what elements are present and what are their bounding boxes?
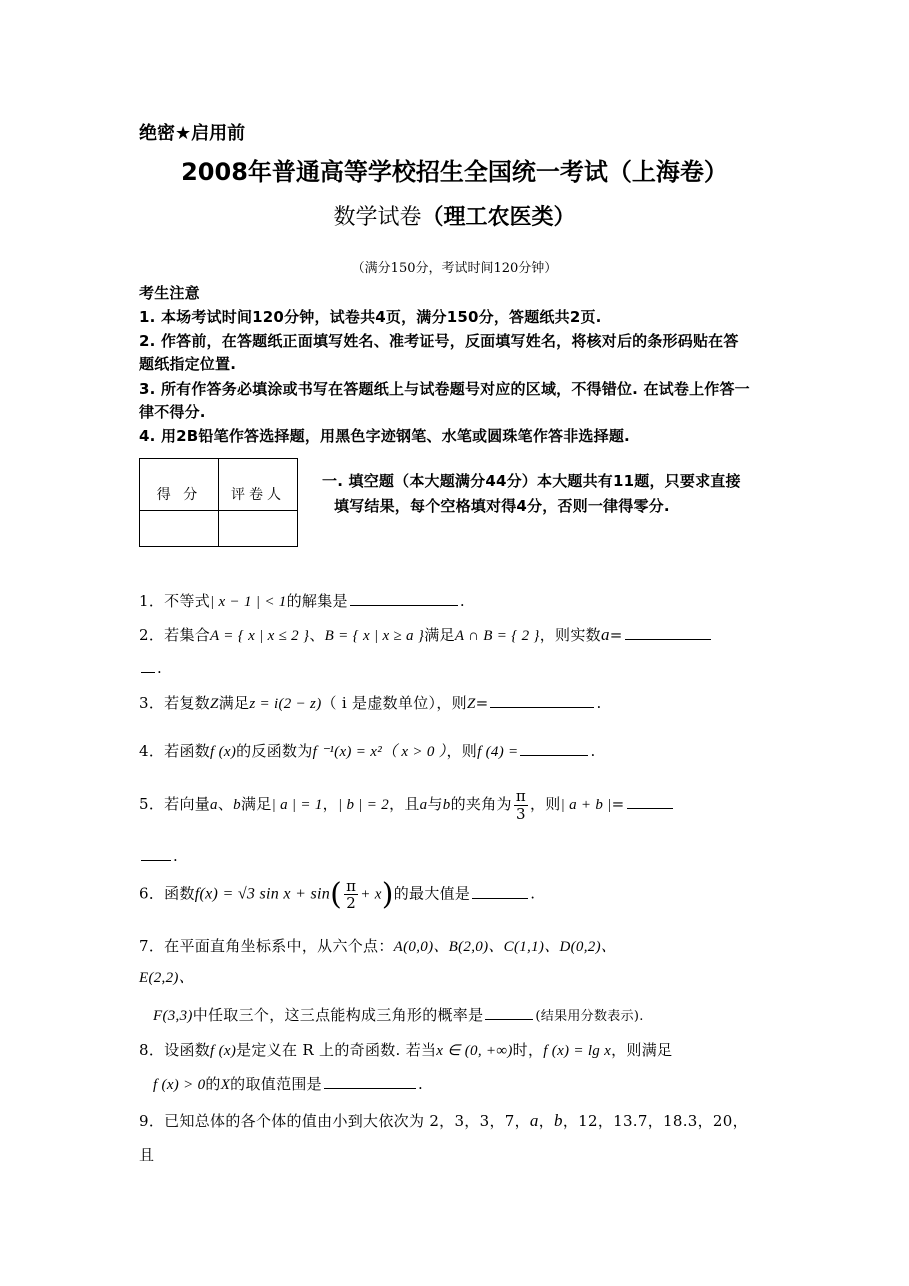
q6-plus-x: + x [360,886,382,903]
score-table [139,458,298,547]
q8-mid3: 的 [205,1075,221,1093]
q2-sep: 、 [309,626,325,644]
question-7-line2 [139,966,194,987]
q6-post: 的最大值是 [393,884,471,903]
q6-answer-blank[interactable] [472,884,528,899]
q1-text: 的解集是 [286,592,348,610]
q5-b: b [233,797,241,813]
q1-expr: | x − 1 | < 1 [210,594,287,610]
q7-points: A(0,0)、B(2,0)、C(1,1)、D(0,2)、 [393,939,617,955]
q2-set-b: B = { x | x ≥ a } [324,628,425,644]
q9-post: ，12，13.7，18.3，20， [562,1112,748,1130]
q3-prefix: 3．若复数 [139,694,211,712]
q5-b2: b [442,797,451,813]
q4-end: . [590,742,596,760]
q5-abs-a: | a | = 1 [271,797,323,813]
q8-answer-blank[interactable] [324,1074,416,1089]
q5-mid3: 与 [427,795,443,813]
q6-expr: f(x) = √3 sin x + sin [194,885,331,903]
question-7-line3 [153,1004,644,1025]
q2-prefix: 2．若集合 [139,626,211,644]
q8-cond: x ∈ (0, +∞) [436,1043,513,1059]
q3-answer-blank[interactable] [490,693,594,708]
q5-mid1: 满足 [240,795,272,813]
q5-a: a [210,797,218,813]
subtitle-track: （理工农医类） [421,205,576,230]
q3-mid2: （ i 是虚数单位），则 [321,694,467,712]
q7-answer-blank[interactable] [485,1005,533,1020]
question-1 [139,590,465,611]
note-4: 4. 用2B铅笔作答选择题，用黑色字迹钢笔、水笔或圆珠笔作答非选择题. [139,427,630,445]
q4-f4: f (4) = [477,744,519,760]
q5-frac-den: 3 [515,804,526,823]
q2-var: a [600,625,610,644]
q7-point-e: E(2,2)、 [139,970,195,986]
q9-prefix: 9．已知总体的各个体的值由小到大依次为 2，3，3，7， [139,1112,530,1130]
q5-answer-blank[interactable] [627,794,673,809]
q4-prefix: 4．若函数 [139,742,211,760]
q4-cond: （ x > 0 ） [382,744,447,760]
q3-mid1: 满足 [218,694,250,712]
q5-continuation [139,846,178,865]
q5-cont-end: . [173,847,179,865]
q8-prefix: 8．设函数 [139,1041,211,1059]
q8-def: f (x) = lg x [543,1043,612,1059]
score-header: 得 分 [140,459,219,511]
q3-var: Z [210,696,219,712]
exam-title: 2008年普通高等学校招生全国统一考试（上海卷） [181,158,728,186]
question-7 [139,935,616,956]
q5-sum: | a + b | [560,797,612,813]
q5-prefix: 5．若向量 [139,795,211,813]
q1-prefix: 1．不等式 [139,592,211,610]
q6-paren-right: ) [381,877,394,912]
q4-f: f (x) [210,744,237,760]
question-8-line2 [153,1073,423,1094]
q6-prefix: 6．函数 [139,884,195,903]
q7-prefix: 7．在平面直角坐标系中，从六个点： [139,937,394,955]
q3-end: . [596,694,602,712]
note-1: 1. 本场考试时间120分钟，试卷共4页，满分150分，答题纸共2页. [139,308,602,326]
q3-var2: Z [466,696,476,712]
q5-a2: a [419,797,428,813]
section1-line2: 填写结果，每个空格填对得4分，否则一律得零分. [334,497,670,515]
q2-post: ，则实数 [539,626,601,644]
q5-mid4: 的夹角为 [450,795,512,813]
q2-answer-blank-cont[interactable] [141,658,155,673]
q7-point-f: F(3,3) [153,1008,193,1024]
question-5 [139,788,675,822]
q3-expr: z = i(2 − z) [249,696,322,712]
q4-answer-blank[interactable] [520,741,588,756]
grader-header: 评卷人 [219,459,298,511]
subtitle-subject: 数学试卷 [333,205,422,230]
q8-cond2: f (x) > 0 [153,1077,206,1093]
q4-inverse: f ⁻¹(x) = x² [312,744,382,760]
q2-cond: A ∩ B = { 2 } [454,628,540,644]
question-2 [139,624,713,645]
q9-comma: ， [538,1112,555,1130]
q6-end: . [530,884,536,903]
note-2b: 题纸指定位置. [139,355,237,373]
q5-angle-fraction [514,788,528,822]
question-4 [139,740,596,761]
q8-var: X [220,1077,231,1093]
q8-f: f (x) [210,1043,237,1059]
question-3 [139,692,602,713]
q2-set-a: A = { x | x ≤ 2 } [210,628,310,644]
exam-info: （满分150分，考试时间120分钟） [351,261,558,276]
q9-b: b [554,1111,563,1130]
exam-subtitle [0,200,909,231]
question-9-line2: 且 [139,1146,155,1164]
q5-answer-blank-cont[interactable] [141,846,171,861]
q5-eq: = [611,795,625,813]
q5-mid2: ，且 [389,795,420,813]
q7-end: (结果用分数表示). [535,1009,644,1024]
q8-post: ，则满足 [611,1041,673,1059]
question-9 [139,1110,748,1131]
q8-end: . [417,1075,424,1093]
question-6 [139,877,535,912]
note-3b: 律不得分. [139,403,206,421]
q8-mid2: 时， [512,1041,544,1059]
q9-a: a [529,1111,539,1130]
q1-answer-blank[interactable] [350,591,458,606]
q1-end: . [459,592,465,610]
score-cell[interactable] [140,511,219,547]
section1-line1: 一. 填空题（本大题满分44分）本大题共有11题，只要求直接 [322,472,741,490]
q8-mid1: 是定义在 R 上的奇函数. 若当 [236,1041,437,1059]
grader-cell[interactable] [219,511,298,547]
q6-paren-left: ( [330,877,343,912]
note-3a: 3. 所有作答务必填涂或书写在答题纸上与试卷题号对应的区域，不得错位. 在试卷上作答一 [139,380,750,398]
q6-frac-num: π [346,876,357,895]
q6-frac-den: 2 [346,894,357,912]
q2-cont-end: . [157,659,163,677]
q5-frac-num: π [515,787,526,805]
q2-continuation [139,658,162,677]
note-2a: 2. 作答前，在答题纸正面填写姓名、准考证号，反面填写姓名，将核对后的条形码贴在答 [139,332,739,350]
q5-sep: 、 [217,795,234,813]
q3-eq: = [475,694,489,712]
q4-mid: 的反函数为 [236,742,313,760]
q8-mid4: 的取值范围是 [230,1075,322,1093]
q7-post: 中任取三个，这三点能构成三角形的概率是 [192,1006,484,1024]
q5-abs-b: | b | = 2 [337,797,390,813]
q6-fraction [344,878,358,912]
confidential-mark: 绝密★启用前 [139,123,246,144]
q2-mid: 满足 [424,626,455,644]
q5-comma: ， [322,795,338,813]
q2-eq: = [609,626,623,644]
q2-answer-blank[interactable] [625,625,711,640]
question-8 [139,1039,672,1060]
q5-post: ，则 [529,795,561,813]
q4-post: ，则 [446,742,478,760]
notes-heading: 考生注意 [139,284,200,302]
